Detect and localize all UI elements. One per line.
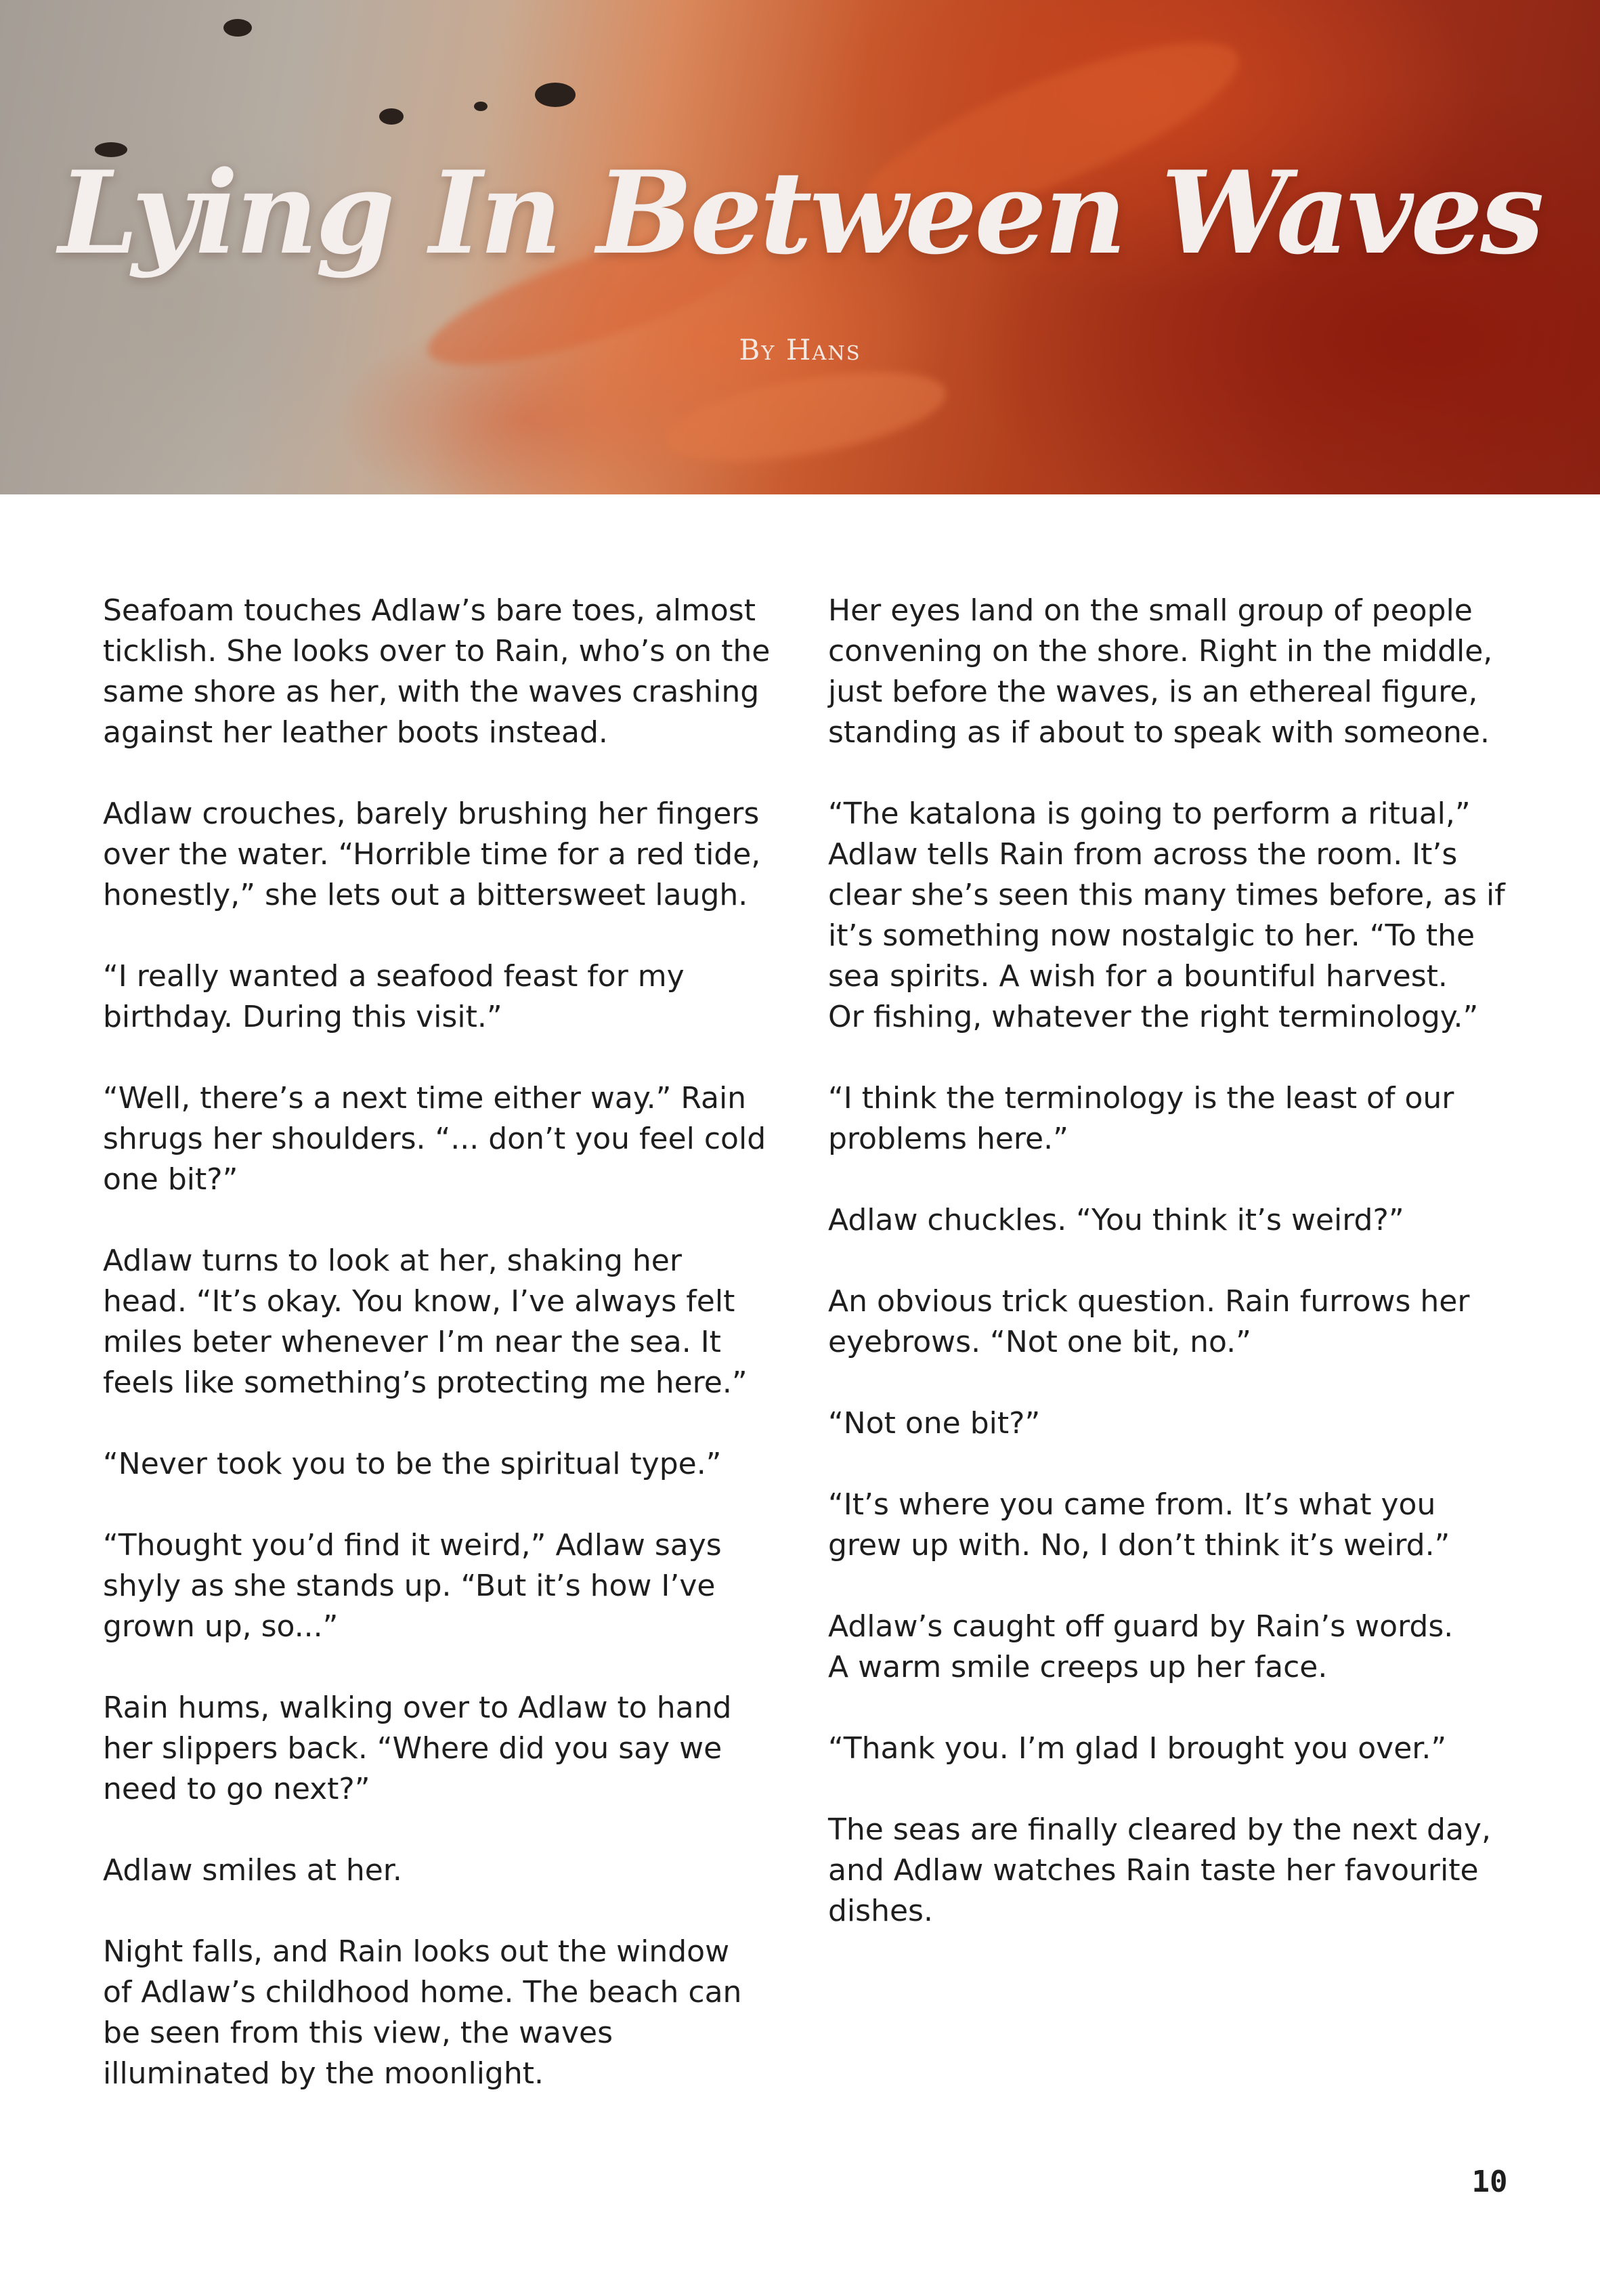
paragraph: “I think the terminology is the least of our problems here.” [828,1081,1454,1156]
paragraph: Seafoam touches Adlaw’s bare toes, almost ticklish. She looks over to Rain, who’s on the same shore as her, with the waves crashing against her leather boots instead. [103,593,771,750]
paragraph: “Thought you’d find it weird,” Adlaw says shyly as she stands up. “But it’s how I’ve grown up, so...” [103,1528,722,1644]
paragraph: Adlaw’s caught off guard by Rain’s words. A warm smile creeps up her face. [828,1609,1454,1684]
paragraph: “Not one bit?” [828,1406,1041,1441]
paragraph: “Well, there’s a next time either way.” Rain shrugs her shoulders. “... don’t you feel cold one bit?” [103,1081,766,1197]
article-byline: By Hans [739,333,861,366]
paragraph: Adlaw turns to look at her, shaking her head. “It’s okay. You know, I’ve always felt miles beter whenever I’m near the sea. It feels like something’s protecting me here.” [103,1243,748,1400]
story-column-left [103,591,780,2135]
paragraph: Night falls, and Rain looks out the window of Adlaw’s childhood home. The beach can be seen from this view, the waves illuminated by the moonlight. [103,1934,742,2091]
paragraph: Her eyes land on the small group of people convening on the shore. Right in the middle, just before the waves, is an ethereal figure, standing as if about to speak with someone. [828,593,1493,750]
article-title: Lying In Between Waves [58,146,1542,280]
header-photo [0,0,1600,494]
pebble [223,19,252,37]
paragraph: Adlaw smiles at her. [103,1853,402,1888]
pebble [474,102,488,111]
paragraph: “The katalona is going to perform a ritual,” Adlaw tells Rain from across the room. It’s clear she’s seen this many times before, as if it’s something now nostalgic to her. “To the sea spirits. A wish for a bountiful harvest. Or fishing, whatever the right terminology.” [828,796,1505,1034]
paragraph: “Thank you. I’m glad I brought you over.” [828,1731,1447,1766]
paragraph: An obvious trick question. Rain furrows her eyebrows. “Not one bit, no.” [828,1284,1470,1359]
paragraph: The seas are finally cleared by the next day, and Adlaw watches Rain taste her favourite dishes. [828,1812,1491,1928]
paragraph: “Never took you to be the spiritual type.” [103,1447,722,1481]
paragraph: “It’s where you came from. It’s what you grew up with. No, I don’t think it’s weird.” [828,1487,1450,1562]
paragraph: “I really wanted a seafood feast for my birthday. During this visit.” [103,959,685,1034]
tide-streak [660,355,953,477]
paragraph: Adlaw crouches, barely brushing her fingers over the water. “Horrible time for a red tide, honestly,” she lets out a bittersweet laugh. [103,796,761,912]
paragraph: Rain hums, walking over to Adlaw to hand her slippers back. “Where did you say we need to go next?” [103,1691,732,1806]
page-number: 10 [1471,2165,1508,2199]
pebble [535,83,576,107]
story-column-right [828,591,1505,1972]
pebble [379,108,404,125]
paragraph: Adlaw chuckles. “You think it’s weird?” [828,1203,1404,1237]
